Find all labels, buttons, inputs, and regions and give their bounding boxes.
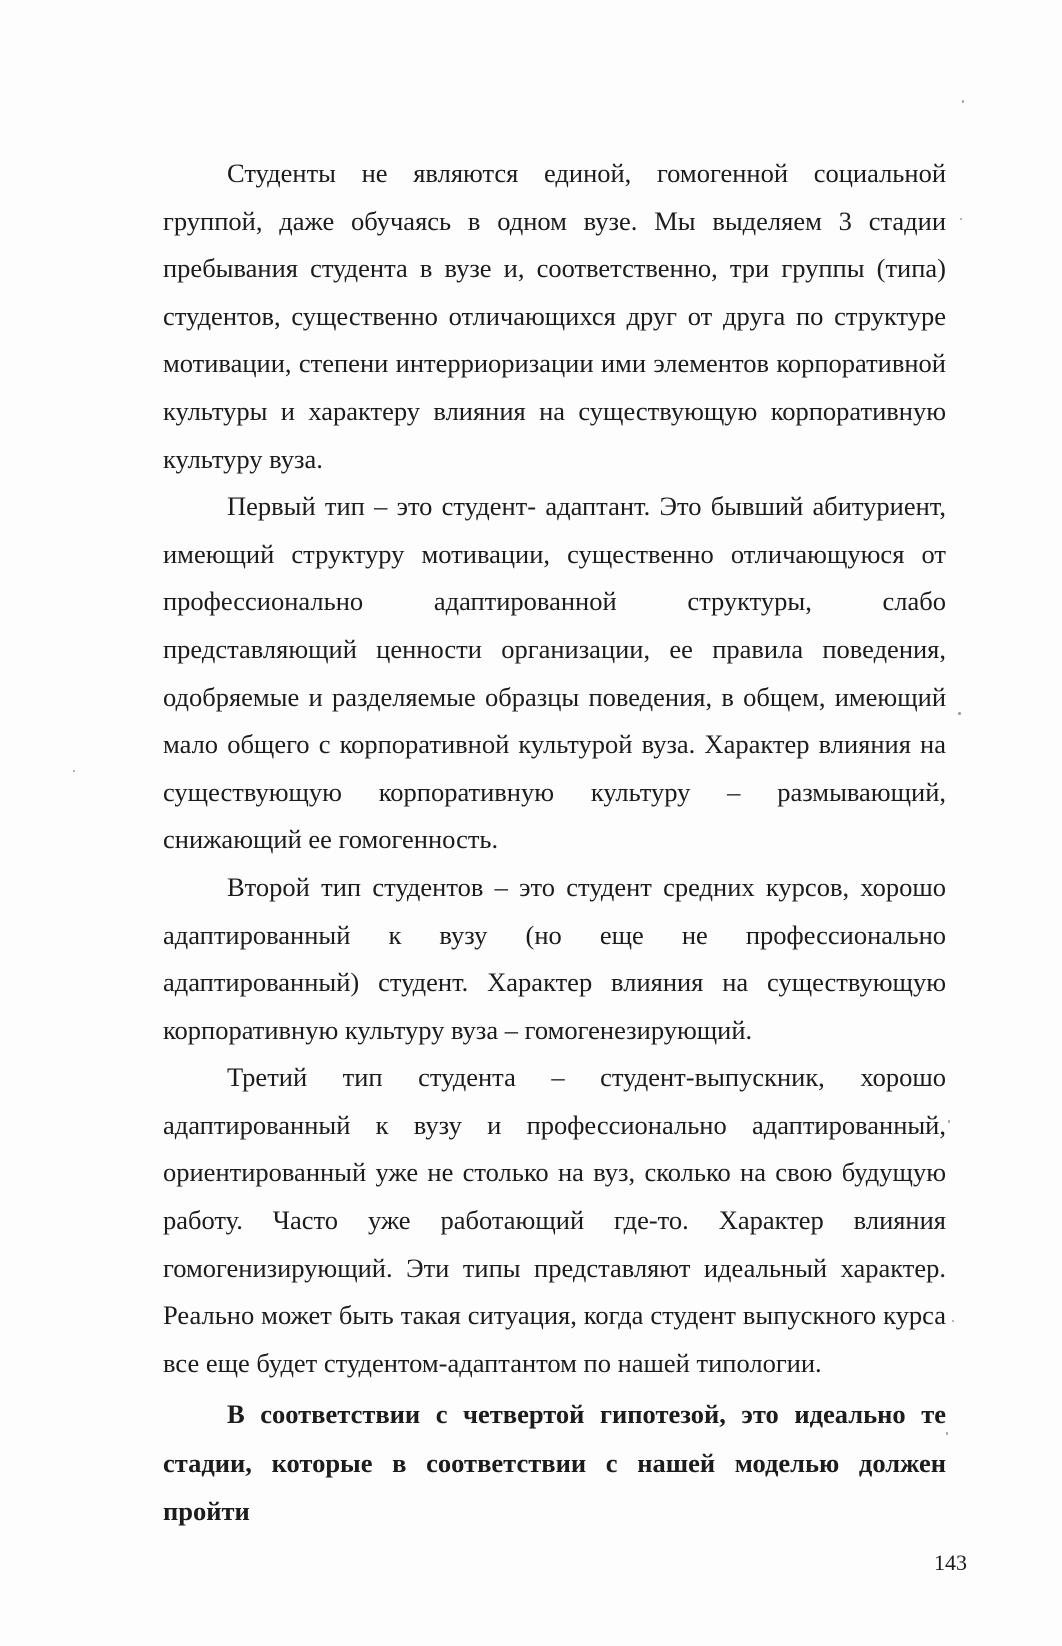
scan-speck: [962, 100, 964, 103]
body-text: [163, 150, 946, 1536]
page-number: 143: [934, 1550, 967, 1575]
scan-speck: [948, 1120, 950, 1123]
paragraph-5-bold: В соответствии с четвертой гипотезой, это идеально те стадии, которые в соответствии с нашей моделью должен пройти: [163, 1399, 946, 1527]
scan-speck: [952, 1320, 954, 1322]
scan-speck: [946, 1432, 948, 1435]
paragraph-2: Первый тип – это студент- адаптант. Это бывший абитуриент, имеющий структуру мотивации, существенно отличающуюся от профессионально адаптированной структуры, слабо представляющий ценности организации, ее правила поведения, одобряемые и разделяемые образцы поведения, в общем, имеющий мало общего с корпоративной культурой вуза. Характер влияния на существующую корпоративную культуру – размывающий, снижающий ее гомогенность.: [163, 491, 946, 855]
paragraph-1: Студенты не являются единой, гомогенной социальной группой, даже обучаясь в одном вузе. Мы выделяем 3 стадии пребывания студента в вузе и, соответственно, три группы (типа) студентов, существенно отличающихся друг от друга по структуре мотивации, степени интерриоризации ими элементов корпоративной культуры и характеру влияния на существующую корпоративную культуру вуза.: [163, 158, 946, 474]
scan-speck: [73, 770, 75, 772]
scan-speck: [958, 712, 961, 715]
paragraph-3: Второй тип студентов – это студент средних курсов, хорошо адаптированный к вузу (но еще не профессионально адаптированный) студент. Характер влияния на существующую корпоративную культуру вуза – гомогенезирующий.: [163, 871, 946, 1045]
scan-speck: [960, 218, 962, 220]
paragraph-4: Третий тип студента – студент-выпускник, хорошо адаптированный к вузу и профессионально адаптированный, ориентированный уже не столько на вуз, сколько на свою будущую работу. Часто уже работающий где-то. Характер влияния гомогенизирующий. Эти типы представляют идеальный характер. Реально может быть такая ситуация, когда студент выпускного курса все еще будет студентом-адаптантом по нашей типологии.: [163, 1062, 946, 1378]
